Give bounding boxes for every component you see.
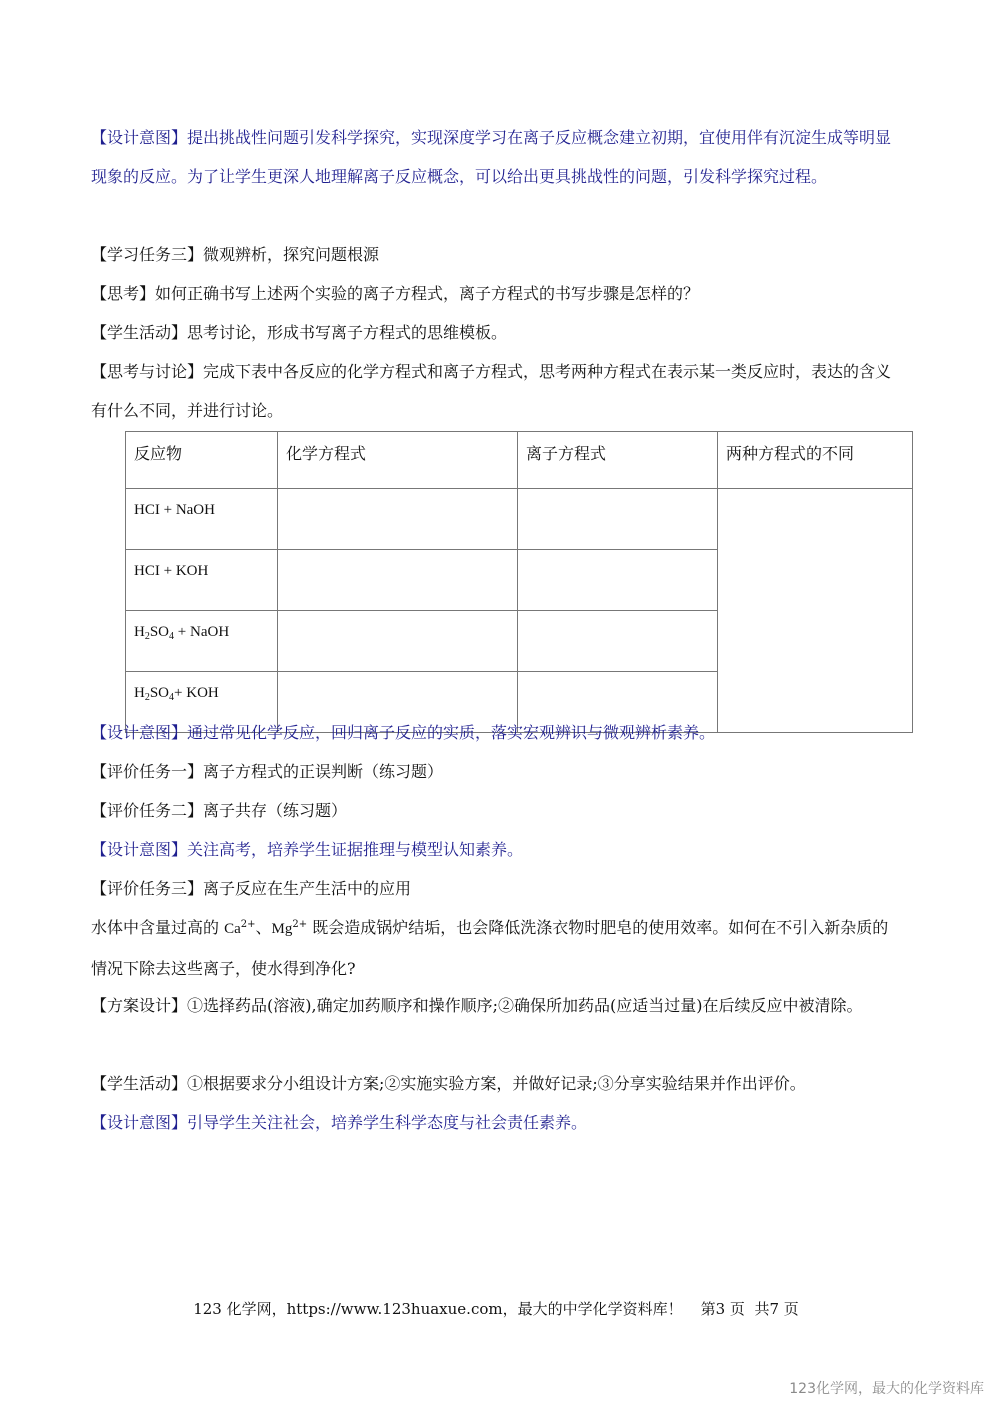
reactant-cell: $H_2SO_4+$ KOH [126, 672, 278, 733]
table-row [126, 489, 913, 550]
page-number: 第3 页 共7 页 [700, 1300, 799, 1318]
plan-design-text: ①选择药品(溶液),确定加药顺序和操作顺序;②确保所加药品(应适当过量)在后续反应中被清除。 [187, 996, 863, 1015]
design-intent-label: 【设计意图】 [91, 840, 188, 859]
evaluation-task-text: 离子共存（练习题） [203, 801, 348, 820]
chemical-equation-cell[interactable] [278, 611, 518, 672]
header-chemical-equation: 化学方程式 [278, 432, 518, 489]
student-activity-paragraph-1 [91, 313, 903, 352]
student-activity-text: 思考讨论，形成书写离子方程式的思维模板。 [187, 323, 508, 342]
reactant-cell: HCI + NaOH [126, 489, 278, 550]
design-intent-label: 【设计意图】 [91, 1113, 188, 1132]
design-intent-paragraph-1 [91, 118, 903, 196]
discussion-paragraph [91, 352, 903, 430]
difference-cell[interactable] [718, 489, 913, 733]
student-activity-paragraph-2 [91, 1064, 903, 1103]
learning-task-label: 【学习任务三】 [91, 245, 204, 264]
discussion-label: 【思考与讨论】 [91, 362, 204, 381]
evaluation-task-two [91, 791, 903, 830]
plan-design-label: 【方案设计】 [91, 996, 188, 1015]
design-intent-paragraph-2 [91, 713, 903, 752]
student-activity-text: ①根据要求分小组设计方案;②实施实验方案，并做好记录;③分享实验结果并作出评价。 [187, 1074, 806, 1093]
learning-task-text: 微观辨析，探究问题根源 [203, 245, 380, 264]
plan-design-paragraph [91, 986, 903, 1025]
design-intent-paragraph-3 [91, 830, 903, 869]
thinking-text: 如何正确书写上述两个实验的离子方程式，离子方程式的书写步骤是怎样的？ [155, 284, 700, 303]
chemical-equation-cell[interactable] [278, 489, 518, 550]
watermark: 123化学网，最大的化学资料库 [789, 1381, 984, 1397]
design-intent-label: 【设计意图】 [91, 723, 188, 742]
ionic-equation-cell[interactable] [518, 611, 718, 672]
learning-task-three [91, 235, 903, 274]
evaluation-task-label: 【评价任务三】 [91, 879, 204, 898]
header-ionic-equation: 离子方程式 [518, 432, 718, 489]
evaluation-task-text: 离子反应在生产生活中的应用 [203, 879, 412, 898]
ionic-equation-cell[interactable] [518, 550, 718, 611]
reactant-cell: HCI + KOH [126, 550, 278, 611]
water-hardness-paragraph: 水体中含量过高的 $Ca^{2+}$、$Mg^{2+}$ 既会造成锅炉结垢，也会降低洗涤衣物时肥皂的使用效率。如何在不引入新杂质的情况下除去这些离子，使水得到净化? [91, 918, 889, 978]
ionic-equation-cell[interactable] [518, 489, 718, 550]
evaluation-task-one [91, 752, 903, 791]
table-header-row [126, 432, 913, 489]
discussion-text: 完成下表中各反应的化学方程式和离子方程式，思考两种方程式在表示某一类反应时，表达的含义有什么不同，并进行讨论。 [91, 362, 892, 420]
evaluation-task-label: 【评价任务一】 [91, 762, 204, 781]
student-activity-label: 【学生活动】 [91, 1074, 188, 1093]
page-footer [0, 1298, 992, 1320]
evaluation-task-label: 【评价任务二】 [91, 801, 204, 820]
evaluation-task-text: 离子方程式的正误判断（练习题） [203, 762, 444, 781]
thinking-paragraph [91, 274, 903, 313]
header-difference: 两种方程式的不同 [718, 432, 913, 489]
footer-site-text: 123 化学网，https://www.123huaxue.com，最大的中学化学资料库！ [193, 1300, 683, 1318]
reaction-equation-table [125, 431, 913, 733]
design-intent-label: 【设计意图】 [91, 128, 188, 147]
reactant-cell: $H_2SO_4$ + NaOH [126, 611, 278, 672]
thinking-label: 【思考】 [91, 284, 156, 303]
design-intent-text: 提出挑战性问题引发科学探究，实现深度学习在离子反应概念建立初期，宜使用伴有沉淀生成等明显现象的反应。为了让学生更深人地理解离子反应概念，可以给出更具挑战性的问题，引发科学探究过程。 [91, 128, 892, 186]
design-intent-paragraph-4 [91, 1103, 903, 1142]
chemical-equation-cell[interactable] [278, 550, 518, 611]
design-intent-text: 通过常见化学反应，回归离子反应的实质，落实宏观辨识与微观辨析素养。 [187, 723, 716, 742]
student-activity-label: 【学生活动】 [91, 323, 188, 342]
header-reactants: 反应物 [126, 432, 278, 489]
design-intent-text: 关注高考，培养学生证据推理与模型认知素养。 [187, 840, 524, 859]
evaluation-task-three [91, 869, 903, 908]
design-intent-text: 引导学生关注社会，培养学生科学态度与社会责任素养。 [187, 1113, 588, 1132]
